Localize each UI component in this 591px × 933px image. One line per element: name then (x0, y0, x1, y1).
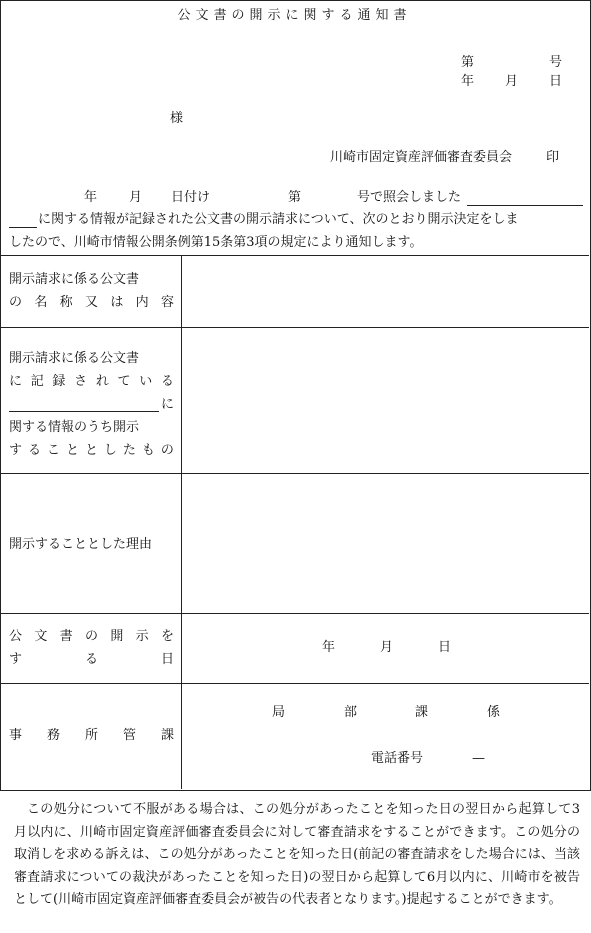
row4-char: る (84, 652, 98, 667)
row2-char: さ (74, 374, 88, 389)
row5-char: 管 (122, 728, 136, 743)
issuer-seal: 印 (546, 150, 560, 165)
row2-label-line4: 関する情報のうち開示 (9, 420, 140, 435)
office-bu: 部 (344, 705, 358, 720)
row4-char: を (160, 629, 174, 644)
ref-date-suffix: 日付け (171, 190, 211, 205)
date-year-label: 年 (461, 74, 475, 89)
row5-char: 務 (46, 728, 60, 743)
row2-char: し (103, 443, 117, 458)
row4-char: の (84, 629, 98, 644)
row2-char: て (117, 374, 131, 389)
row4-char: 開 (110, 629, 124, 644)
row2-char: に (9, 374, 23, 389)
row1-label-line1: 開示請求に係る公文書 (9, 272, 140, 287)
row3-label: 開示することとした理由 (9, 537, 153, 552)
ref-dai: 第 (288, 190, 302, 205)
row1-char: の (9, 295, 23, 310)
row2-char: 録 (52, 374, 66, 389)
row3-value-cell[interactable] (182, 474, 589, 613)
row2-char: い (139, 374, 153, 389)
subject-blank-line-cont (9, 214, 37, 228)
row4-char: 示 (135, 629, 149, 644)
issuer-name: 川崎市固定資産評価審査委員会 (330, 150, 513, 165)
row2-char: る (27, 443, 41, 458)
table-row-divider (0, 683, 589, 684)
appeal-text-2: この処分の取消しを求める訴えは、この処分があったことを知った日(前記の審査請求をした場合には、当該審査請求についての裁決があったことを知った日)の翌日から起算して6月以内に、川崎市を被告として(川崎市固定資産評価審査委員会が被告の代表者となります。)提起することができます。 (14, 824, 580, 908)
row1-char: 容 (160, 295, 174, 310)
row4-char: 日 (160, 652, 174, 667)
disclosure-year: 年 (322, 640, 336, 655)
document-title: 公文書の開示に関する通知書 (177, 8, 412, 23)
row5-char: 事 (9, 728, 23, 743)
row2-char: た (122, 443, 136, 458)
disclosure-day: 日 (438, 640, 452, 655)
row1-label (9, 268, 174, 314)
office-ka: 課 (415, 705, 429, 720)
appeal-paragraph-1 (14, 799, 580, 912)
row1-char: 称 (59, 295, 73, 310)
ref-month: 月 (129, 190, 143, 205)
disclosure-month: 月 (380, 640, 394, 655)
appeal-notice (14, 799, 580, 912)
office-kakari: 係 (487, 705, 501, 720)
row5-char: 課 (160, 728, 174, 743)
row2-label-line1: 開示請求に係る公文書 (9, 351, 140, 366)
number-gou-label: 号 (549, 55, 563, 70)
row1-char: 内 (135, 295, 149, 310)
ref-year: 年 (84, 190, 98, 205)
row4-label (9, 625, 174, 671)
date-day-label: 日 (549, 74, 563, 89)
row2-char: も (141, 443, 155, 458)
body-line-3: したので、川崎市情報公開条例第15条第3項の規定により通知します。 (9, 235, 423, 250)
row4-char: 文 (34, 629, 48, 644)
table-row-divider (0, 613, 589, 614)
row2-label (9, 347, 174, 462)
row2-char: す (9, 443, 23, 458)
row4-char: 公 (9, 629, 23, 644)
row1-char: は (110, 295, 124, 310)
addressee-sama: 様 (170, 111, 184, 126)
row2-char: 記 (30, 374, 44, 389)
row1-char: 名 (34, 295, 48, 310)
row2-char: る (160, 374, 174, 389)
row2-char: と (65, 443, 79, 458)
row2-blank-line (9, 398, 159, 412)
row4-char: す (9, 652, 23, 667)
row5-char: 所 (84, 728, 98, 743)
row2-char: こ (46, 443, 60, 458)
row2-value-cell[interactable] (182, 328, 589, 473)
row2-label-line3-suffix: に (160, 397, 174, 412)
phone-dash: — (472, 751, 485, 766)
row2-char: と (84, 443, 98, 458)
subject-blank-line (467, 192, 583, 206)
row1-value-cell[interactable] (182, 256, 589, 327)
row4-char: 書 (59, 629, 73, 644)
number-dai-label: 第 (461, 55, 475, 70)
appeal-text-1: この処分について不服がある場合は、この処分があったことを知った日の翌日から起算して3月以内に、川崎市固定資産評価審査委員会に対して審査請求をすることができます。 (14, 802, 580, 840)
row2-char: の (160, 443, 174, 458)
date-month-label: 月 (505, 74, 519, 89)
phone-label: 電話番号 (371, 751, 424, 766)
row1-char: 又 (84, 295, 98, 310)
ref-number-suffix: 号で照会しました (357, 190, 462, 205)
office-kyoku: 局 (272, 705, 286, 720)
row2-char: れ (95, 374, 109, 389)
body-line-2: に関する情報が記録された公文書の開示請求について、次のとおり開示決定をしま (38, 212, 519, 227)
row5-label (9, 729, 174, 742)
